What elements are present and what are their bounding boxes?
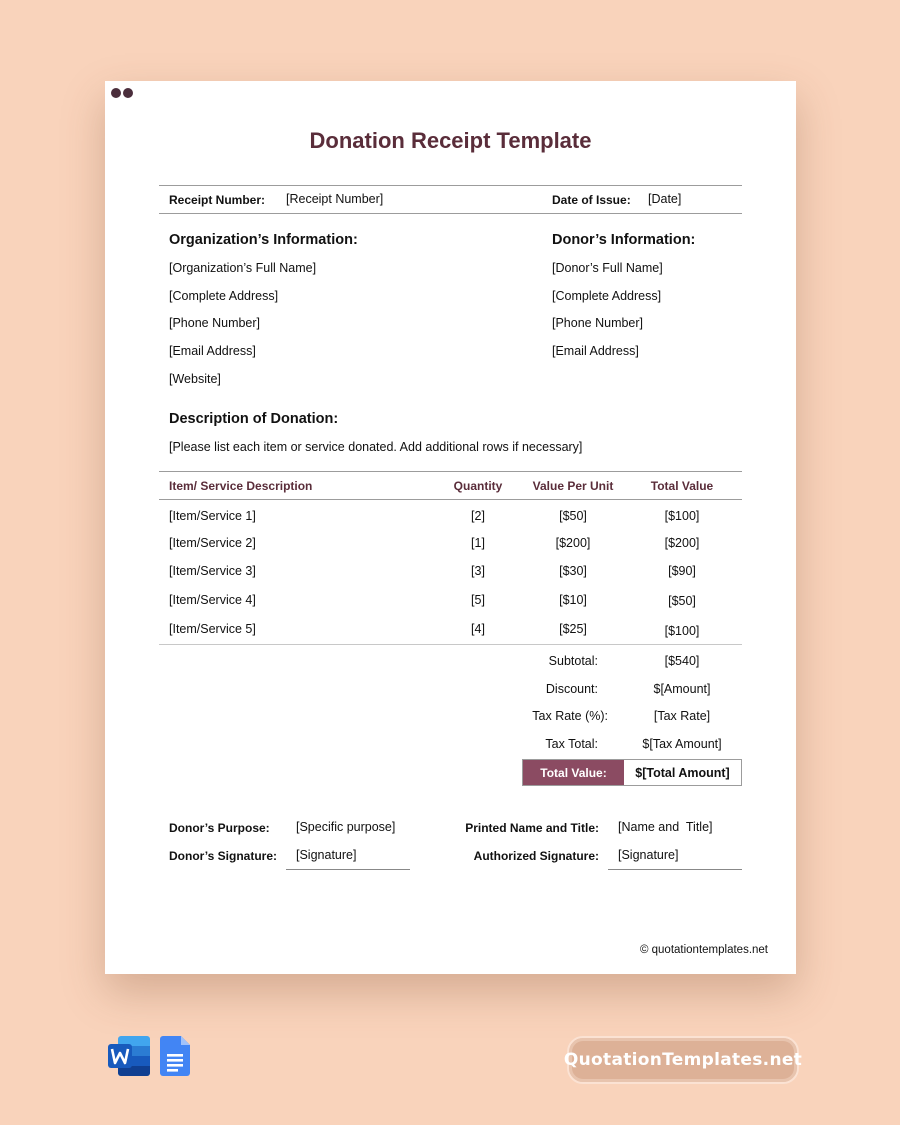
row-total-value: [$50]: [668, 594, 696, 608]
copyright-footer: © quotationtemplates.net: [639, 944, 768, 956]
row-quantity: [2]: [471, 509, 485, 523]
row-description: [Item/Service 1]: [169, 509, 256, 523]
organization-phone: [Phone Number]: [169, 316, 261, 330]
authorized-signature-line: [608, 869, 742, 870]
total-value-label: Total Value:: [523, 760, 624, 785]
donor-signature-label: Donor’s Signature:: [169, 849, 278, 863]
table-header-quantity: Quantity: [453, 479, 503, 493]
row-value-per-unit: [$50]: [559, 509, 587, 523]
receipt-document: [105, 81, 796, 974]
total-value-amount: $[Total Amount]: [635, 765, 730, 780]
google-docs-icon[interactable]: [160, 1036, 190, 1076]
divider: [159, 213, 742, 214]
decorative-dots: [111, 88, 133, 98]
organization-name: [Organization’s Full Name]: [169, 261, 317, 275]
organization-website: [Website]: [169, 372, 221, 386]
dot-icon: [111, 88, 121, 98]
total-value-box: [522, 759, 742, 786]
row-quantity: [3]: [471, 564, 485, 578]
brand-name: QuotationTemplates.net: [563, 1050, 803, 1070]
row-quantity: [5]: [471, 593, 485, 607]
discount-value: $[Amount]: [653, 682, 711, 696]
row-quantity: [4]: [471, 622, 485, 636]
table-top-border: [159, 471, 742, 472]
row-total-value: [$100]: [664, 509, 700, 523]
tax-total-value: $[Tax Amount]: [642, 737, 722, 751]
authorized-signature-value: [Signature]: [618, 848, 679, 862]
brand-badge[interactable]: [563, 1036, 803, 1084]
row-description: [Item/Service 2]: [169, 536, 256, 550]
date-of-issue-label: Date of Issue:: [552, 193, 631, 207]
table-bottom-border: [159, 644, 742, 645]
organization-info-header: Organization’s Information:: [169, 232, 358, 248]
tax-rate-label: Tax Rate (%):: [532, 709, 608, 723]
row-value-per-unit: [$10]: [559, 593, 587, 607]
row-value-per-unit: [$25]: [559, 622, 587, 636]
row-description: [Item/Service 5]: [169, 622, 256, 636]
dot-icon: [123, 88, 133, 98]
donor-signature-line: [286, 869, 410, 870]
donor-email: [Email Address]: [552, 344, 639, 358]
table-header-description: Item/ Service Description: [169, 479, 313, 493]
tax-total-label: Tax Total:: [545, 737, 598, 751]
donor-info-header: Donor’s Information:: [552, 232, 696, 248]
receipt-number-value: [Receipt Number]: [286, 192, 384, 206]
row-total-value: [$90]: [668, 564, 696, 578]
row-description: [Item/Service 3]: [169, 564, 256, 578]
printed-name-label: Printed Name and Title:: [465, 821, 599, 835]
row-value-per-unit: [$200]: [555, 536, 591, 550]
donor-address: [Complete Address]: [552, 289, 662, 303]
subtotal-value: [$540]: [664, 654, 700, 668]
page-title: Donation Receipt Template: [309, 128, 592, 153]
table-header-border: [159, 499, 742, 500]
row-total-value: [$100]: [664, 624, 700, 638]
donor-name: [Donor’s Full Name]: [552, 261, 663, 275]
authorized-signature-label: Authorized Signature:: [473, 849, 599, 863]
word-icon[interactable]: [108, 1036, 150, 1076]
donor-signature-value: [Signature]: [296, 848, 357, 862]
discount-label: Discount:: [545, 682, 598, 696]
table-header-value-per-unit: Value Per Unit: [532, 479, 614, 493]
table-header-total-value: Total Value: [650, 479, 714, 493]
row-total-value: [$200]: [664, 536, 700, 550]
tax-rate-value: [Tax Rate]: [653, 709, 711, 723]
donation-description-note: [Please list each item or service donated. Add additional rows if necessary]: [169, 440, 583, 454]
donor-purpose-value: [Specific purpose]: [296, 820, 396, 834]
row-description: [Item/Service 4]: [169, 593, 256, 607]
organization-email: [Email Address]: [169, 344, 256, 358]
row-quantity: [1]: [471, 536, 485, 550]
row-value-per-unit: [$30]: [559, 564, 587, 578]
donor-phone: [Phone Number]: [552, 316, 644, 330]
donation-description-header: Description of Donation:: [169, 411, 339, 427]
donor-purpose-label: Donor’s Purpose:: [169, 821, 270, 835]
receipt-number-label: Receipt Number:: [169, 193, 266, 207]
printed-name-value: [Name and Title]: [618, 820, 713, 834]
organization-address: [Complete Address]: [169, 289, 279, 303]
subtotal-label: Subtotal:: [548, 654, 598, 668]
date-of-issue-value: [Date]: [648, 192, 682, 206]
divider: [159, 185, 742, 186]
